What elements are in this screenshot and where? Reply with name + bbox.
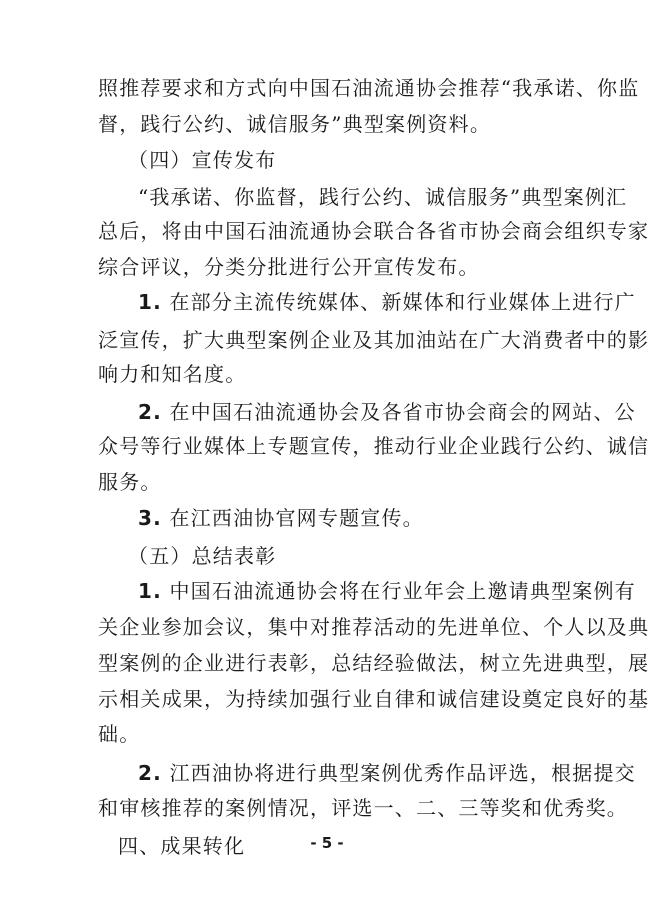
section-heading: （四）宣传发布 (128, 148, 277, 172)
list-item (138, 579, 636, 603)
list-number: 2. (138, 761, 162, 785)
list-text: 在中国石油流通协会及各省市协会商会的网站、公 (169, 400, 636, 424)
list-text: 中国石油流通协会将在行业年会上邀请典型案例有 (169, 579, 636, 603)
section-heading: 四、成果转化 (118, 834, 246, 858)
list-item (138, 290, 636, 314)
list-item (138, 506, 424, 530)
text-line: 型案例的企业进行表彰，总结经验做法，树立先进典型，展 (98, 651, 650, 675)
text-line: 总后，将由中国石油流通协会联合各省市协会商会组织专家 (98, 219, 650, 243)
page-number: - 5 - (310, 834, 344, 852)
list-number: 1. (138, 579, 162, 603)
text-line: 础。 (98, 722, 141, 746)
text-line: 服务。 (98, 470, 162, 494)
list-number: 1. (138, 290, 162, 314)
list-number: 2. (138, 400, 162, 424)
text-line: “我承诺、你监督，践行公约、诚信服务”典型案例汇 (138, 185, 628, 209)
list-text: 在江西油协官网专题宣传。 (169, 506, 424, 530)
text-line: 响力和知名度。 (98, 362, 247, 386)
text-line: 综合评议，分类分批进行公开宣传发布。 (98, 255, 480, 279)
text-line: 泛宣传，扩大典型案例企业及其加油站在广大消费者中的影 (98, 328, 650, 352)
list-text: 江西油协将进行典型案例优秀作品评选，根据提交 (169, 761, 636, 785)
text-line: 示相关成果，为持续加强行业自律和诚信建设奠定良好的基 (98, 687, 650, 711)
list-item (138, 761, 636, 785)
text-line: 众号等行业媒体上专题宣传，推动行业企业践行公约、诚信 (98, 434, 650, 458)
text-line: 和审核推荐的案例情况，评选一、二、三等奖和优秀奖。 (98, 796, 628, 820)
text-line: 关企业参加会议，集中对推荐活动的先进单位、个人以及典 (98, 615, 650, 639)
list-text: 在部分主流传统媒体、新媒体和行业媒体上进行广 (169, 290, 636, 314)
list-number: 3. (138, 506, 162, 530)
list-item (138, 400, 636, 424)
text-line: 照推荐要求和方式向中国石油流通协会推荐“我承诺、你监 (98, 76, 640, 100)
text-line: 督，践行公约、诚信服务”典型案例资料。 (98, 112, 492, 136)
section-heading: （五）总结表彰 (128, 544, 277, 568)
